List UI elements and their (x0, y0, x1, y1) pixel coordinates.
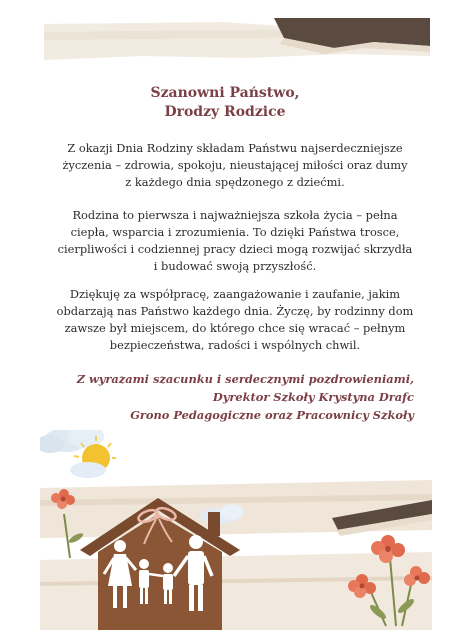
closing-signature (34, 370, 414, 424)
paragraph-line: życzenia – zdrowia, spokoju, nieustającej miłości oraz dumy (62, 158, 408, 172)
paragraph-line: cierpliwości i codziennej pracy dzieci mogą rozwijać skrzydła (57, 242, 413, 256)
paragraph-2 (40, 207, 430, 275)
paragraph-line: bezpieczeństwa, radości i wspólnych chwil. (109, 338, 361, 352)
greeting-line-1: Szanowni Państwo, (150, 85, 300, 101)
paragraph-line: Z okazji Dnia Rodziny składam Państwu najserdeczniejsze (67, 141, 403, 155)
greeting-line-2: Drodzy Rodzice (164, 104, 286, 120)
greeting-heading (0, 84, 450, 122)
paragraph-line: ciepła, wsparcia i zrozumienia. To dzięki Państwa trosce, (70, 225, 400, 239)
closing-line: Dyrektor Szkoły Krystyna Drafc (212, 390, 414, 404)
paragraph-line: i budować swoją przyszłość. (153, 259, 317, 273)
paragraph-line: Rodzina to pierwsza i najważniejsza szkoła życia – pełna (72, 208, 398, 222)
paragraph-line: obdarzają nas Państwo każdego dnia. Życzę, by rodzinny dom (56, 304, 414, 318)
closing-line: Grono Pedagogiczne oraz Pracownicy Szkoły (130, 408, 414, 422)
paragraph-line: zawsze był miejscem, do którego chce się wracać – pełnym (64, 321, 406, 335)
family-illustration (40, 430, 432, 630)
closing-line: Z wyrazami szacunku i serdecznymi pozdrowieniami, (76, 372, 414, 386)
paragraph-3 (40, 286, 430, 354)
torn-paper-strip (44, 18, 430, 62)
paragraph-line: Dziękuję za współpracę, zaangażowanie i zaufanie, jakim (69, 287, 401, 301)
paragraph-1 (40, 140, 430, 191)
paragraph-line: z każdego dnia spędzonego z dziećmi. (125, 175, 345, 189)
